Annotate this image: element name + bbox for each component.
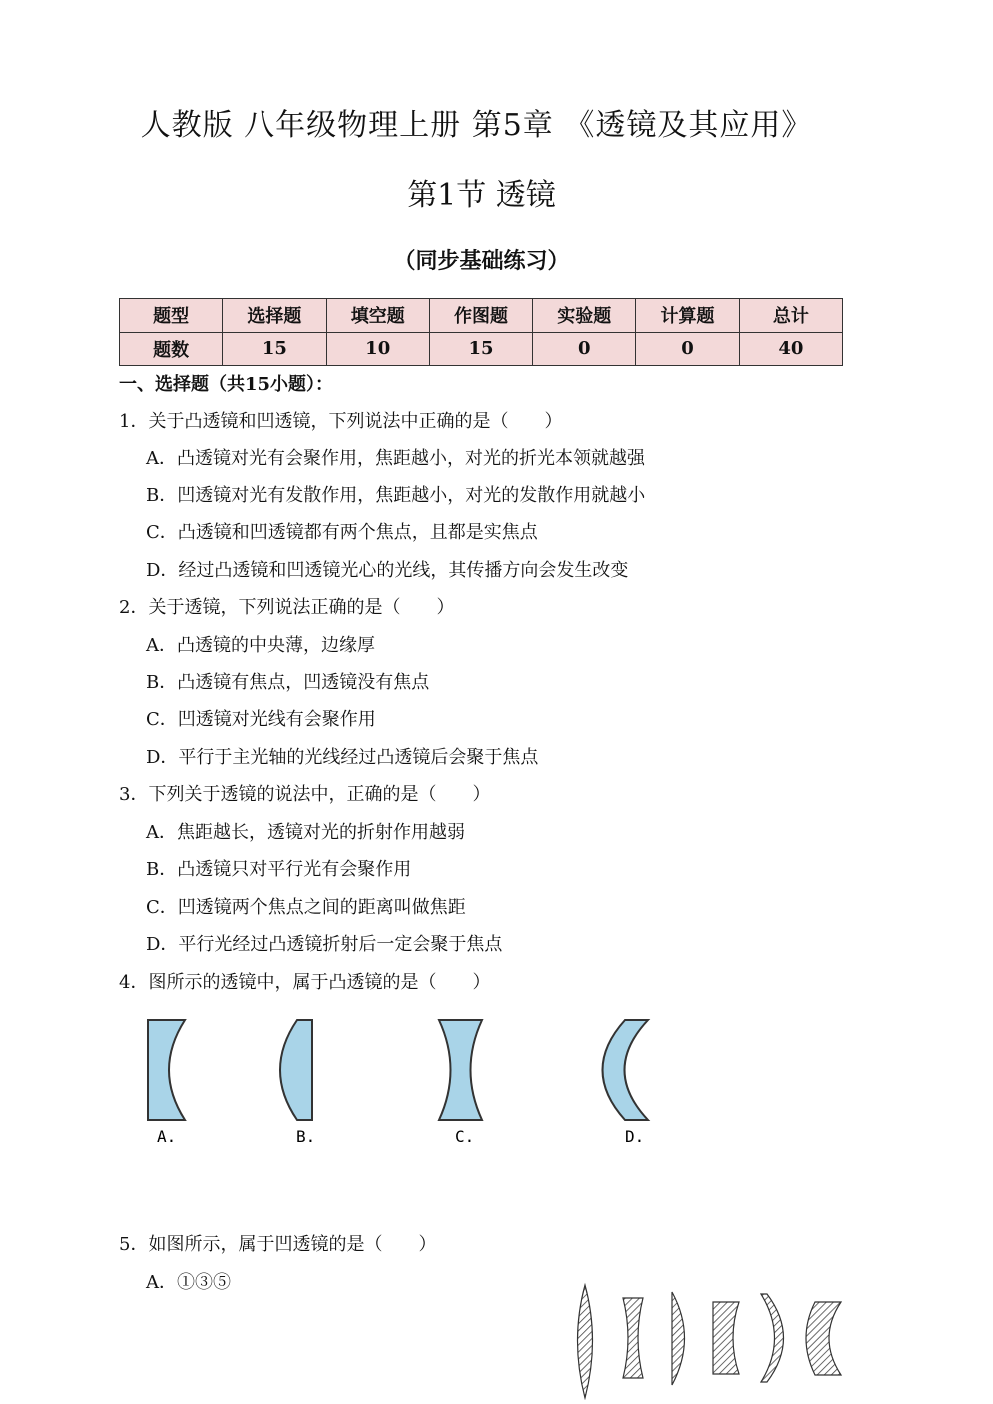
question-3-option-c: C．凹透镜两个焦点之间的距离叫做焦距 (146, 897, 466, 918)
question-2-option-c: C．凹透镜对光线有会聚作用 (146, 709, 376, 730)
question-3-option-b: B．凸透镜只对平行光有会聚作用 (146, 859, 412, 880)
table-cell: 实验题 (533, 299, 636, 333)
table-count-row (120, 332, 843, 366)
question-1-stem: 1．关于凸透镜和凹透镜，下列说法中正确的是（ ） (119, 411, 563, 432)
table-cell: 题型 (120, 299, 223, 333)
figure-label-c: C. (455, 1127, 475, 1146)
question-2-stem: 2．关于透镜，下列说法正确的是（ ） (119, 597, 455, 618)
question-3-option-a: A．焦距越长，透镜对光的折射作用越弱 (146, 822, 465, 843)
question-2-option-b: B．凸透镜有焦点，凹透镜没有焦点 (146, 672, 430, 693)
figure-label-d: D. (625, 1127, 645, 1146)
table-cell: 40 (739, 332, 842, 366)
section-title: 第1节 透镜 (407, 178, 556, 213)
lens-d-shape (603, 1020, 649, 1120)
lens-figure-q4 (135, 1010, 695, 1160)
table-header-row (120, 299, 843, 333)
table-cell: 计算题 (636, 299, 739, 333)
lens-3-shape (672, 1292, 685, 1385)
lens-c-shape (439, 1020, 482, 1120)
lens-b-shape (280, 1020, 312, 1120)
question-1-option-b: B．凹透镜对光有发散作用，焦距越小，对光的发散作用就越小 (146, 485, 646, 506)
question-stats-table (119, 298, 843, 366)
table-cell: 题数 (120, 332, 223, 366)
question-5-stem: 5．如图所示，属于凹透镜的是（ ） (119, 1234, 437, 1255)
table-cell: 填空题 (326, 299, 429, 333)
table-cell: 10 (326, 332, 429, 366)
table-cell: 总计 (739, 299, 842, 333)
question-2-option-a: A．凸透镜的中央薄，边缘厚 (146, 635, 375, 656)
section-heading: 一、选择题（共15小题）： (119, 374, 334, 395)
subtitle: （同步基础练习） (393, 248, 570, 274)
figure-label-a: A. (157, 1127, 177, 1146)
lens-2-shape (623, 1298, 643, 1378)
lens-4-shape (713, 1302, 739, 1374)
table-cell: 0 (636, 332, 739, 366)
lens-5-shape (761, 1294, 784, 1382)
lens-figure-q5 (565, 1280, 855, 1400)
table-cell: 15 (223, 332, 326, 366)
question-3-option-d: D．平行光经过凸透镜折射后一定会聚于焦点 (146, 934, 503, 955)
table-cell: 作图题 (429, 299, 532, 333)
question-1-option-c: C．凸透镜和凹透镜都有两个焦点，且都是实焦点 (146, 522, 538, 543)
question-3-stem: 3．下列关于透镜的说法中，正确的是（ ） (119, 784, 491, 805)
question-1-option-d: D．经过凸透镜和凹透镜光心的光线，其传播方向会发生改变 (146, 560, 629, 581)
lens-1-shape (578, 1285, 593, 1398)
question-1-option-a: A．凸透镜对光有会聚作用，焦距越小，对光的折光本领就越强 (146, 448, 645, 469)
lens-6-shape (806, 1302, 841, 1375)
table-cell: 0 (533, 332, 636, 366)
document-title: 人教版 八年级物理上册 第5章 《透镜及其应用》 (140, 108, 813, 143)
figure-label-b: B. (296, 1127, 316, 1146)
question-4-stem: 4．图所示的透镜中，属于凸透镜的是（ ） (119, 972, 491, 993)
lens-a-shape (148, 1020, 185, 1120)
question-5-option-a: A．①③⑤ (146, 1272, 231, 1293)
table-cell: 15 (429, 332, 532, 366)
question-2-option-d: D．平行于主光轴的光线经过凸透镜后会聚于焦点 (146, 747, 539, 768)
table-cell: 选择题 (223, 299, 326, 333)
